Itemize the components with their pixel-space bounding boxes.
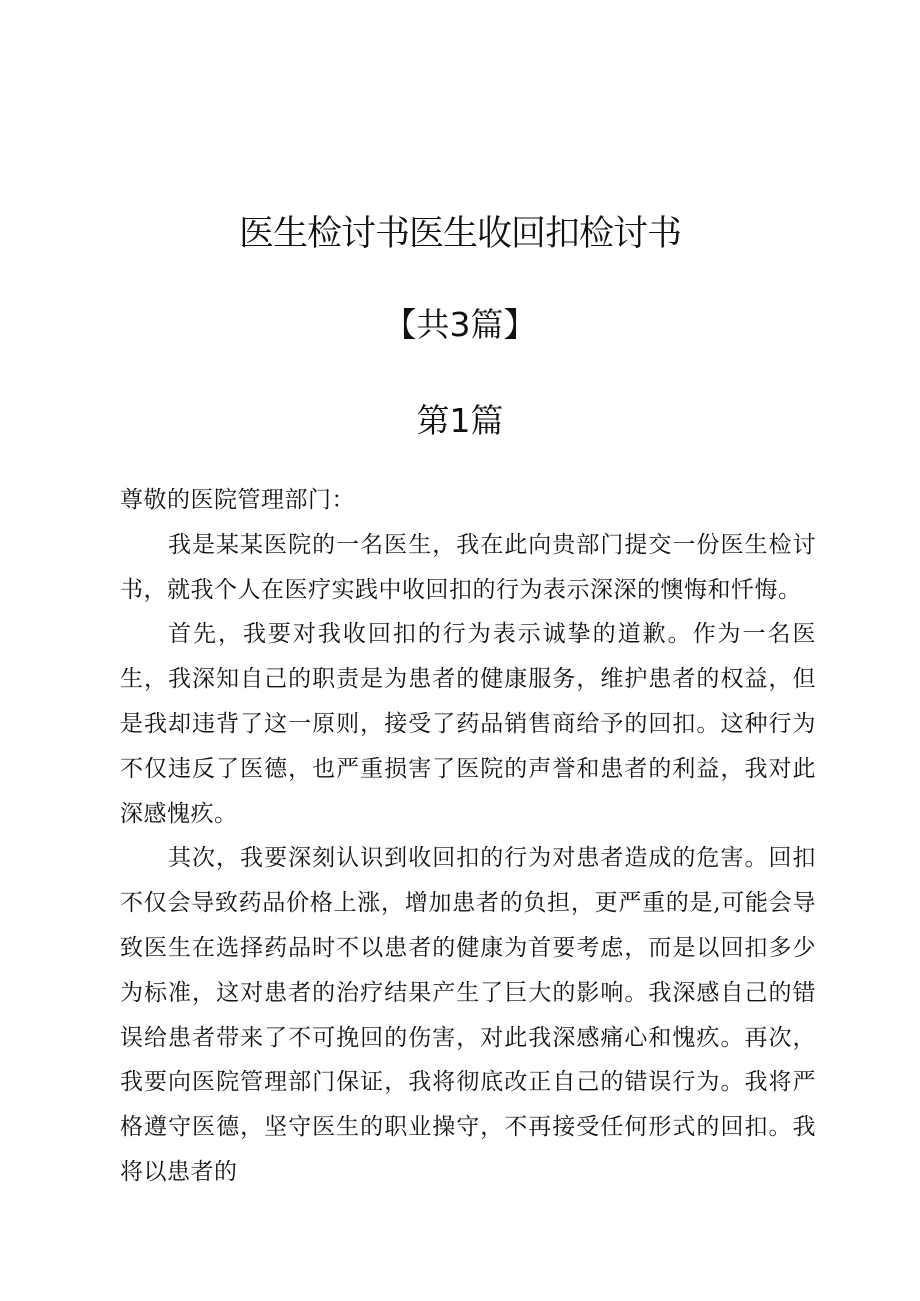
section-heading: 第1篇	[416, 401, 504, 440]
paragraph: 其次，我要深刻认识到收回扣的行为对患者造成的危害。回扣不仅会导致药品价格上涨，增加患者的负担，更严重的是,可能会导致医生在选择药品时不以患者的健康为首要考虑，而是以回扣多少为标准，这对患者的治疗结果产生了巨大的影响。我深感自己的错误给患者带来了不可挽回的伤害，对此我深感痛心和愧疚。再次，我要向医院管理部门保证，我将彻底改正自己的错误行为。我将严格遵守医德，坚守医生的职业操守，不再接受任何形式的回扣。我将以患者的	[120, 845, 816, 1185]
paragraph: 我是某某医院的一名医生，我在此向贵部门提交一份医生检讨书，就我个人在医疗实践中收回扣的行为表示深深的懊悔和忏悔。	[120, 531, 816, 603]
salutation: 尊敬的医院管理部门：	[120, 487, 355, 513]
body-text	[120, 478, 816, 1195]
paragraph: 首先，我要对我收回扣的行为表示诚挚的道歉。作为一名医生，我深知自己的职责是为患者的健康服务，维护患者的权益，但是我却违背了这一原则，接受了药品销售商给予的回扣。这种行为不仅违反了医德，也严重损害了医院的声誉和患者的利益，我对此深感愧疚。	[120, 621, 816, 827]
document-subtitle: 【共3篇】	[383, 305, 537, 344]
document-title: 医生检讨书医生收回扣检讨书	[238, 214, 681, 254]
